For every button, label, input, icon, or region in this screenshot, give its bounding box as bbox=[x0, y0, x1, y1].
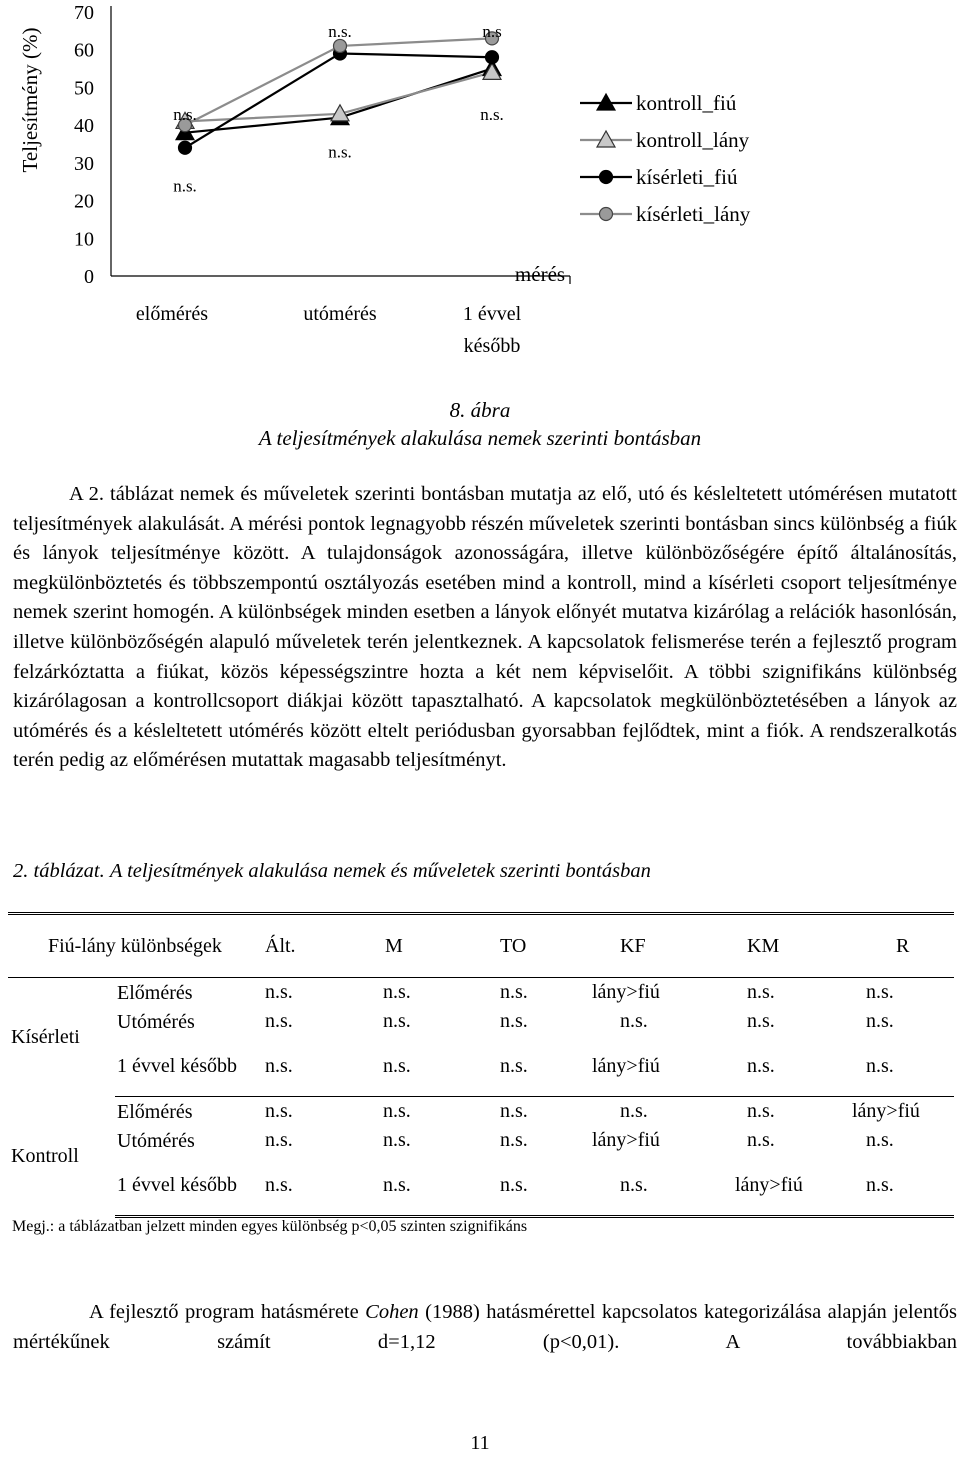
cell: n.s. bbox=[383, 1129, 411, 1151]
cell: n.s. bbox=[265, 1100, 293, 1122]
table-caption-text: A teljesítmények alakulása nemek és műveletek szerinti bontásban bbox=[109, 860, 651, 882]
annotation-label: n.s. bbox=[328, 21, 352, 41]
legend-label: kontroll_fiú bbox=[636, 91, 737, 115]
body-paragraph bbox=[13, 480, 957, 776]
x-category-label: 1 évvel bbox=[462, 303, 522, 325]
x-category-label: később bbox=[463, 335, 521, 357]
figure-title: A teljesítmények alakulása nemek szerinti bontásban bbox=[258, 426, 702, 450]
y-tick-label: 70 bbox=[74, 2, 94, 24]
cell: n.s. bbox=[500, 1100, 528, 1122]
y-tick-label: 0 bbox=[84, 266, 94, 288]
measure-label: Utómérés bbox=[117, 1129, 195, 1152]
legend bbox=[580, 91, 751, 226]
table-row bbox=[8, 1155, 954, 1217]
x-category-label: utómérés bbox=[303, 303, 377, 325]
cell: n.s. bbox=[747, 1129, 775, 1151]
table-row bbox=[8, 1036, 954, 1097]
annotation-label: n.s. bbox=[480, 104, 504, 124]
cell: n.s. bbox=[735, 1036, 852, 1097]
cell: n.s. bbox=[500, 1036, 592, 1097]
cell: n.s. bbox=[265, 981, 293, 1003]
col-header: KM bbox=[735, 914, 852, 978]
cell: n.s. bbox=[866, 981, 894, 1003]
page-number: 11 bbox=[470, 1432, 490, 1454]
y-tick-label: 40 bbox=[74, 115, 94, 138]
cell: n.s. bbox=[383, 1100, 411, 1122]
paragraph-text-before: A fejlesztő program hatásmérete bbox=[89, 1301, 366, 1323]
cell: n.s. bbox=[383, 1036, 500, 1097]
cell: n.s. bbox=[747, 1100, 775, 1122]
y-tick-label: 20 bbox=[74, 190, 94, 213]
col-header: M bbox=[383, 914, 500, 978]
line-chart bbox=[0, 0, 960, 360]
legend-label: kontroll_lány bbox=[636, 128, 750, 152]
cell: lány>fiú bbox=[592, 1036, 735, 1097]
y-tick-label: 60 bbox=[74, 39, 94, 62]
cell: n.s. bbox=[747, 1010, 775, 1032]
col-header: R bbox=[852, 914, 954, 978]
cell: n.s. bbox=[265, 1129, 293, 1151]
measure-label: 1 évvel később bbox=[115, 1155, 265, 1217]
cell: n.s. bbox=[383, 1010, 411, 1032]
cell: n.s. bbox=[265, 1036, 383, 1097]
figure-number: 8. ábra bbox=[449, 398, 511, 422]
author-name: Cohen bbox=[365, 1301, 419, 1323]
cell: n.s. bbox=[852, 1036, 954, 1097]
cell: n.s. bbox=[592, 1155, 735, 1217]
results-table bbox=[8, 912, 954, 1218]
table-row bbox=[8, 1126, 954, 1155]
annotation-label: n.s. bbox=[173, 176, 197, 196]
table-row bbox=[8, 978, 954, 1008]
body-paragraph-2 bbox=[13, 1297, 957, 1357]
data-point bbox=[486, 51, 499, 64]
legend-label: kísérleti_fiú bbox=[636, 165, 738, 189]
table-caption-prefix: 2. táblázat. bbox=[13, 860, 105, 882]
cell: lány>fiú bbox=[852, 1100, 920, 1122]
cell: n.s. bbox=[500, 981, 528, 1003]
x-axis-label: mérés bbox=[514, 262, 566, 286]
data-point bbox=[334, 39, 347, 52]
series-layer bbox=[176, 32, 501, 154]
cell: n.s. bbox=[383, 981, 411, 1003]
cell: n.s. bbox=[383, 1155, 500, 1217]
cell: n.s. bbox=[620, 1010, 648, 1032]
data-point bbox=[179, 141, 192, 154]
table-row bbox=[8, 1007, 954, 1036]
col-header: Ált. bbox=[265, 914, 383, 978]
cell: n.s. bbox=[500, 1129, 528, 1151]
y-tick-label: 10 bbox=[74, 228, 94, 251]
x-categories bbox=[136, 303, 522, 357]
paragraph-text-after: (1988) hatásmérettel kapcsolatos kategorizálása alapján jelentős mértékűnek számít d=1,12 (p<0,01). A továbbiakban bbox=[13, 1301, 957, 1353]
cell: n.s. bbox=[500, 1010, 528, 1032]
cell: n.s. bbox=[852, 1155, 954, 1217]
table-row bbox=[8, 1097, 954, 1127]
annotation-label: n.s. bbox=[328, 142, 352, 162]
annotation-label: n.s. bbox=[173, 104, 197, 124]
measure-label: 1 évvel később bbox=[115, 1036, 265, 1097]
paragraph-text: A 2. táblázat nemek és műveletek szerinti bontásban mutatja az elő, utó és késleltetett utómérésen mutatott teljesítmények alakulását. A mérési pontok legnagyobb részén műveletek szerinti bontásban sincs különbség a fiúk és lányok teljesítménye között. A tulajdonságok azonosságára, illetve különbözőségére építő általánosítás, megkülönböztetés és többszempontú osztályozás esetében mind a kontroll, mind a kísérleti csoport teljesítménye nemek szerint homogén. A különbségek minden esetben a lányok előnyét mutatva kizárólag a relációk hasonlósán, illetve különbözőségén alapuló műveletek terén jelentkeznek. A kapcsolatok felismerése terén a fejlesztő program felzárkóztatta a fiúkat, közös képességszintre hozta a két nem képviselőit. A többi szignifikáns különbség kizárólagosan a kontrollcsoport diákjai között tapasztalható. A kapcsolatok megkülönböztetésében a lányok az utómérés és a késleltetett utómérés között eltelt periódusban gyorsabban fejlődtek, mint a fiók. A rendszeralkotás terén pedig az előmérésen mutattak magasabb teljesítményt. bbox=[13, 483, 957, 772]
annotation-label: n.s bbox=[482, 21, 502, 41]
group-label: Kísérleti bbox=[11, 1025, 80, 1048]
table-corner-header: Fiú-lány különbségek bbox=[8, 914, 265, 978]
cell: lány>fiú bbox=[592, 1129, 660, 1151]
cell: lány>fiú bbox=[735, 1155, 852, 1217]
legend-marker bbox=[600, 171, 613, 184]
measure-label: Előmérés bbox=[117, 981, 193, 1004]
group-label: Kontroll bbox=[11, 1145, 79, 1167]
table-note: Megj.: a táblázatban jelzett minden egyes különbség p<0,05 szinten szignifikáns bbox=[12, 1218, 528, 1235]
y-tick-label: 50 bbox=[74, 77, 94, 100]
y-tick-label: 30 bbox=[74, 152, 94, 175]
cell: n.s. bbox=[747, 981, 775, 1003]
cell: n.s. bbox=[265, 1010, 293, 1032]
cell: n.s. bbox=[500, 1155, 592, 1217]
col-header: KF bbox=[592, 914, 735, 978]
cell: n.s. bbox=[620, 1100, 648, 1122]
y-axis-label: Teljesítmény (%) bbox=[18, 27, 42, 173]
cell: n.s. bbox=[866, 1010, 894, 1032]
cell: lány>fiú bbox=[592, 981, 660, 1003]
legend-marker bbox=[600, 208, 613, 221]
measure-label: Előmérés bbox=[117, 1100, 193, 1123]
legend-label: kísérleti_lány bbox=[636, 202, 751, 226]
cell: n.s. bbox=[265, 1155, 383, 1217]
x-category-label: előmérés bbox=[135, 303, 209, 325]
y-ticks bbox=[74, 2, 94, 288]
col-header: TO bbox=[500, 914, 592, 978]
cell: n.s. bbox=[866, 1129, 894, 1151]
measure-label: Utómérés bbox=[117, 1010, 195, 1033]
table-caption bbox=[13, 860, 651, 883]
